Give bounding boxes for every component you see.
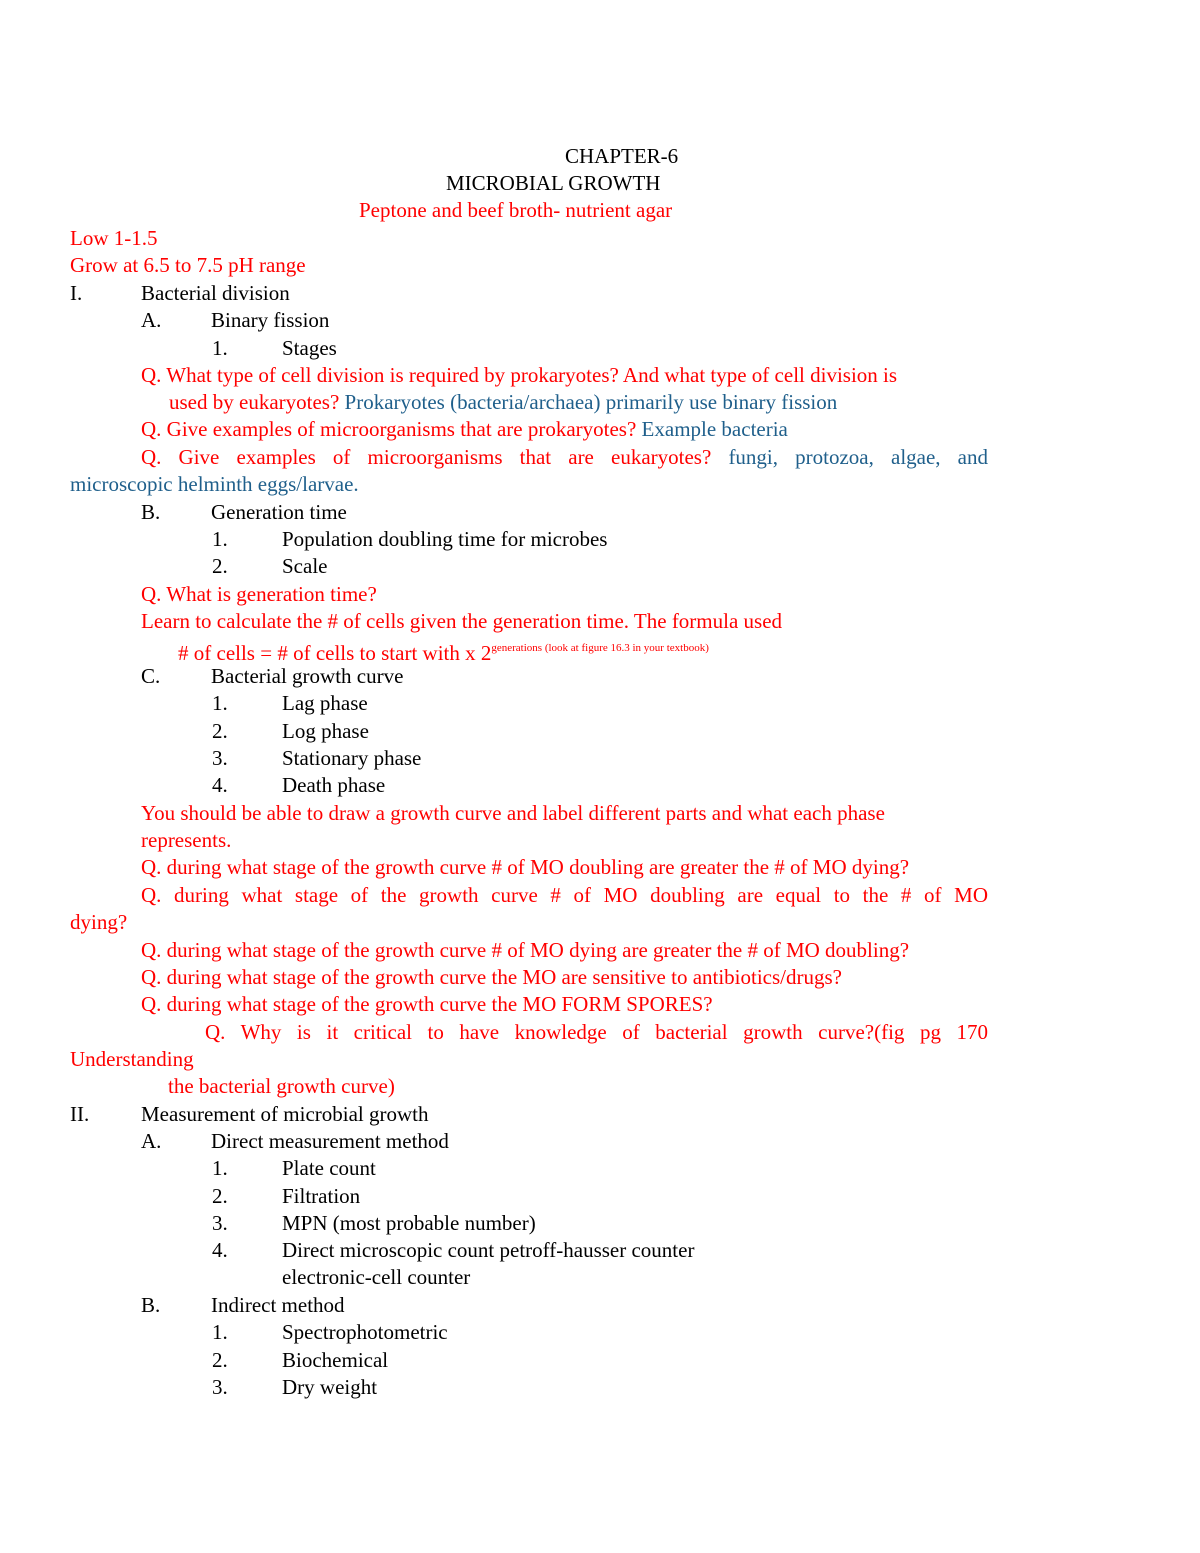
section-1-title: Bacterial division [141, 281, 290, 305]
list-item-number: 1. [212, 1320, 228, 1344]
subsection-1a-title: Binary fission [211, 308, 330, 332]
subsection-1c-letter: C. [141, 664, 161, 688]
list-item-number: 4. [212, 773, 228, 797]
list-item-text: Biochemical [282, 1348, 389, 1372]
list-item-number: 2. [212, 554, 228, 578]
list-item-text: Filtration [282, 1184, 361, 1208]
subsection-1b-title: Generation time [211, 500, 347, 524]
list-item-number: 4. [212, 1238, 228, 1262]
list-item-text: Plate count [282, 1156, 376, 1180]
question-text: used by eukaryotes? [169, 390, 340, 414]
question-stage-spores: Q. during what stage of the growth curve the MO FORM SPORES? [141, 992, 713, 1016]
question-stage-antibiotics: Q. during what stage of the growth curve the MO are sensitive to antibiotics/drugs? [141, 965, 842, 989]
answer-text: fungi, protozoa, algae, and [728, 445, 988, 469]
subsection-1b-letter: B. [141, 500, 161, 524]
list-item-text: Spectrophotometric [282, 1320, 448, 1344]
formula-superscript: generations (look at figure 16.3 in your textbook) [491, 642, 709, 654]
note-draw-curve: You should be able to draw a growth curve and label different parts and what each phase [141, 801, 885, 825]
list-item-text: Stationary phase [282, 746, 422, 770]
list-item-text: Dry weight [282, 1375, 378, 1399]
note-calculate: Learn to calculate the # of cells given the generation time. The formula used [141, 609, 783, 633]
question-stage-doubling-equal-cont: dying? [70, 910, 128, 934]
answer-text: Prokaryotes (bacteria/archaea) primarily use binary fission [344, 390, 838, 414]
question-generation-time: Q. What is generation time? [141, 582, 377, 606]
list-item-text: Scale [282, 554, 328, 578]
list-item-number: 2. [212, 1348, 228, 1372]
list-item-text: Log phase [282, 719, 369, 743]
subsection-2a-title: Direct measurement method [211, 1129, 449, 1153]
question-why-critical: Q. Why is it critical to have knowledge of bacterial growth curve?(fig pg 170 [205, 1020, 988, 1044]
list-item-number: 1. [212, 1156, 228, 1180]
document-title: MICROBIAL GROWTH [446, 171, 661, 195]
formula-text: # of cells = # of cells to start with x 2 [178, 641, 492, 665]
section-2-title: Measurement of microbial growth [141, 1102, 429, 1126]
question-text: Q. Give examples of microorganisms that are eukaryotes? [141, 445, 712, 469]
list-item-number: 3. [212, 746, 228, 770]
list-item-text: Direct microscopic count petroff-hausser counter [282, 1238, 695, 1262]
question-stage-dying-greater: Q. during what stage of the growth curve # of MO dying are greater the # of MO doubling? [141, 938, 910, 962]
note-ph: Grow at 6.5 to 7.5 pH range [70, 253, 306, 277]
list-item-text: Population doubling time for microbes [282, 527, 608, 551]
list-item-text: Death phase [282, 773, 386, 797]
list-item-number: 1. [212, 691, 228, 715]
subsection-1c-title: Bacterial growth curve [211, 664, 404, 688]
list-item-number: 2. [212, 1184, 228, 1208]
note-draw-curve-cont: represents. [141, 828, 232, 852]
note-low: Low 1-1.5 [70, 226, 158, 250]
list-item-number: 3. [212, 1375, 228, 1399]
list-item-number: 3. [212, 1211, 228, 1235]
question-why-critical-cont-2: the bacterial growth curve) [168, 1074, 395, 1098]
question-cell-division-cont [169, 389, 837, 416]
chapter-heading: CHAPTER-6 [565, 144, 679, 168]
list-item-number: 1. [212, 336, 228, 360]
subsection-1a-letter: A. [141, 308, 162, 332]
question-eukaryotes [141, 444, 988, 471]
list-item-text: Lag phase [282, 691, 368, 715]
list-item-number: 1. [212, 527, 228, 551]
answer-text: Example bacteria [641, 417, 788, 441]
subtitle-note: Peptone and beef broth- nutrient agar [359, 198, 673, 222]
subsection-2b-letter: B. [141, 1293, 161, 1317]
question-stage-doubling-greater: Q. during what stage of the growth curve # of MO doubling are greater the # of MO dying? [141, 855, 910, 879]
list-item-text: MPN (most probable number) [282, 1211, 536, 1235]
question-why-critical-cont: Understanding [70, 1047, 194, 1071]
section-1-number: I. [70, 281, 83, 305]
subsection-2b-title: Indirect method [211, 1293, 345, 1317]
question-text: Q. Give examples of microorganisms that are prokaryotes? [141, 417, 637, 441]
answer-eukaryotes-cont: microscopic helminth eggs/larvae. [70, 472, 359, 496]
list-item-number: 2. [212, 719, 228, 743]
question-stage-doubling-equal: Q. during what stage of the growth curve # of MO doubling are equal to the # of MO [141, 883, 988, 907]
question-prokaryotes [141, 416, 788, 443]
question-cell-division: Q. What type of cell division is required by prokaryotes? And what type of cell division is [141, 363, 898, 387]
list-item-text: Stages [282, 336, 337, 360]
subsection-2a-letter: A. [141, 1129, 162, 1153]
section-2-number: II. [70, 1102, 90, 1126]
list-item-text-cont: electronic-cell counter [282, 1265, 471, 1289]
